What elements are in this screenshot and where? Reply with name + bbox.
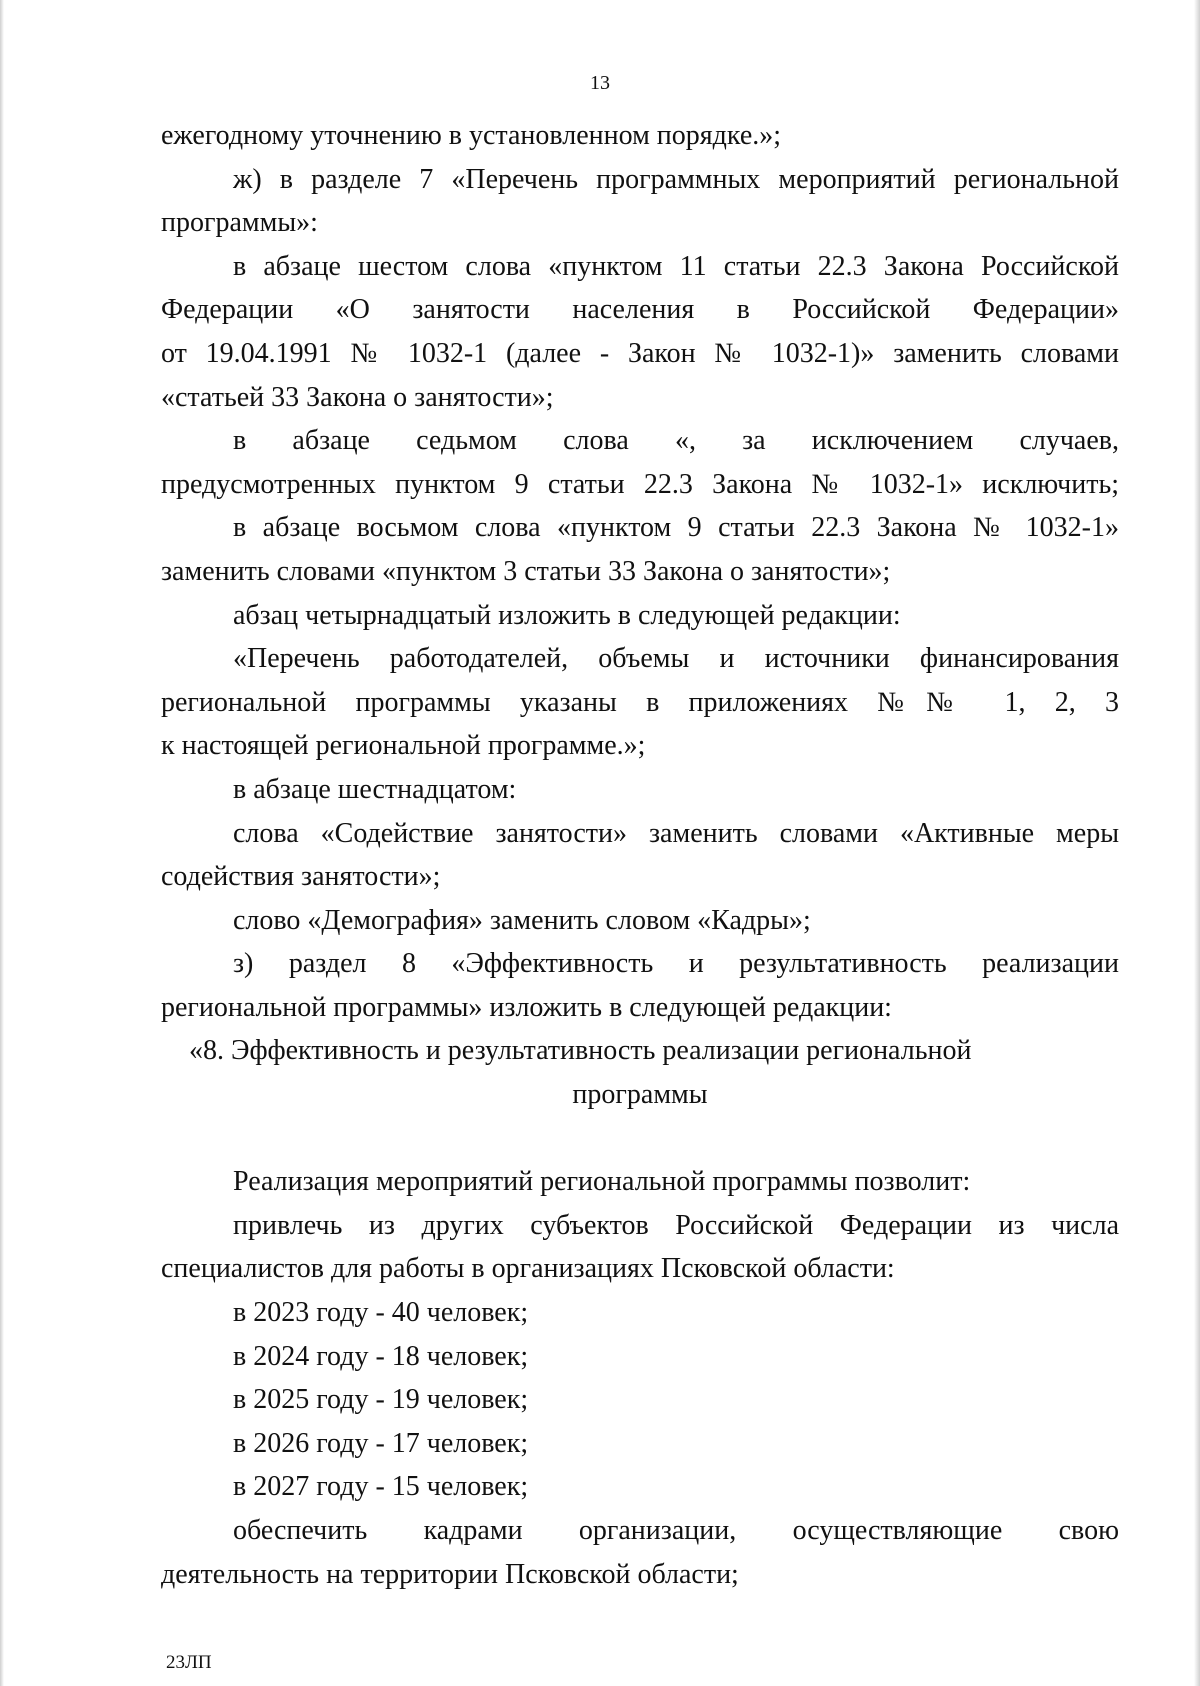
text-line: в абзаце шестнадцатом: <box>233 773 517 805</box>
text-line: в абзаце восьмом слова «пунктом 9 статьи 22.3 Закона № 1032-1» <box>233 512 1119 544</box>
scan-edge-right <box>1194 0 1200 1686</box>
list-item: в 2024 году - 18 человек; <box>233 1340 529 1372</box>
text-line: з) раздел 8 «Эффективность и результативность реализации <box>233 948 1119 980</box>
text-line: слова «Содействие занятости» заменить словами «Активные меры <box>233 817 1119 849</box>
section-heading: программы <box>572 1079 708 1111</box>
text-line: содействия занятости»; <box>161 861 441 893</box>
text-line: обеспечить кадрами организации, осуществляющие свою <box>233 1515 1119 1546</box>
body-text <box>161 114 1119 1596</box>
document-code: 23ЛП <box>166 1652 212 1673</box>
text-line: специалистов для работы в организациях Псковской области: <box>161 1253 895 1285</box>
text-line: деятельность на территории Псковской области; <box>161 1558 739 1590</box>
text-line: предусмотренных пунктом 9 статьи 22.3 Закона № 1032-1» исключить; <box>161 468 1119 500</box>
text-line: региональной программы» изложить в следующей редакции: <box>161 991 892 1023</box>
page-number: 13 <box>590 72 610 94</box>
text-line: привлечь из других субъектов Российской Федерации из числа <box>233 1209 1119 1241</box>
scan-edge-left <box>0 0 4 1686</box>
blank-line <box>161 1117 1119 1161</box>
text-line: к настоящей региональной программе.»; <box>161 730 646 762</box>
text-line: «статьей 33 Закона о занятости»; <box>161 381 554 413</box>
text-line: в абзаце шестом слова «пунктом 11 статьи 22.3 Закона Российской <box>233 250 1119 282</box>
text-line: ежегодному уточнению в установленном порядке.»; <box>161 120 782 151</box>
text-line: в абзаце седьмом слова «, за исключением случаев, <box>233 425 1119 457</box>
text-line: заменить словами «пунктом 3 статьи 33 Закона о занятости»; <box>161 555 891 587</box>
list-item: в 2027 году - 15 человек; <box>233 1471 529 1503</box>
section-heading: «8. Эффективность и результативность реализации региональной <box>189 1035 972 1067</box>
text-line: абзац четырнадцатый изложить в следующей редакции: <box>233 599 901 631</box>
list-item: в 2023 году - 40 человек; <box>233 1297 529 1329</box>
text-line: ж) в разделе 7 «Перечень программных мероприятий региональной <box>233 163 1119 195</box>
text-line: программы»: <box>161 207 318 239</box>
text-line: Реализация мероприятий региональной программы позволит: <box>233 1166 971 1198</box>
list-item: в 2025 году - 19 человек; <box>233 1384 529 1416</box>
text-line: слово «Демография» заменить словом «Кадры»; <box>233 904 811 936</box>
text-line: Федерации «О занятости населения в Российской Федерации» <box>161 294 1119 326</box>
text-line: региональной программы указаны в приложениях №№ 1, 2, 3 <box>161 686 1119 718</box>
list-item: в 2026 году - 17 человек; <box>233 1427 529 1459</box>
text-line: от 19.04.1991 № 1032-1 (далее - Закон № 1032-1)» заменить словами <box>161 337 1119 369</box>
text-line: «Перечень работодателей, объемы и источники финансирования <box>233 643 1119 675</box>
